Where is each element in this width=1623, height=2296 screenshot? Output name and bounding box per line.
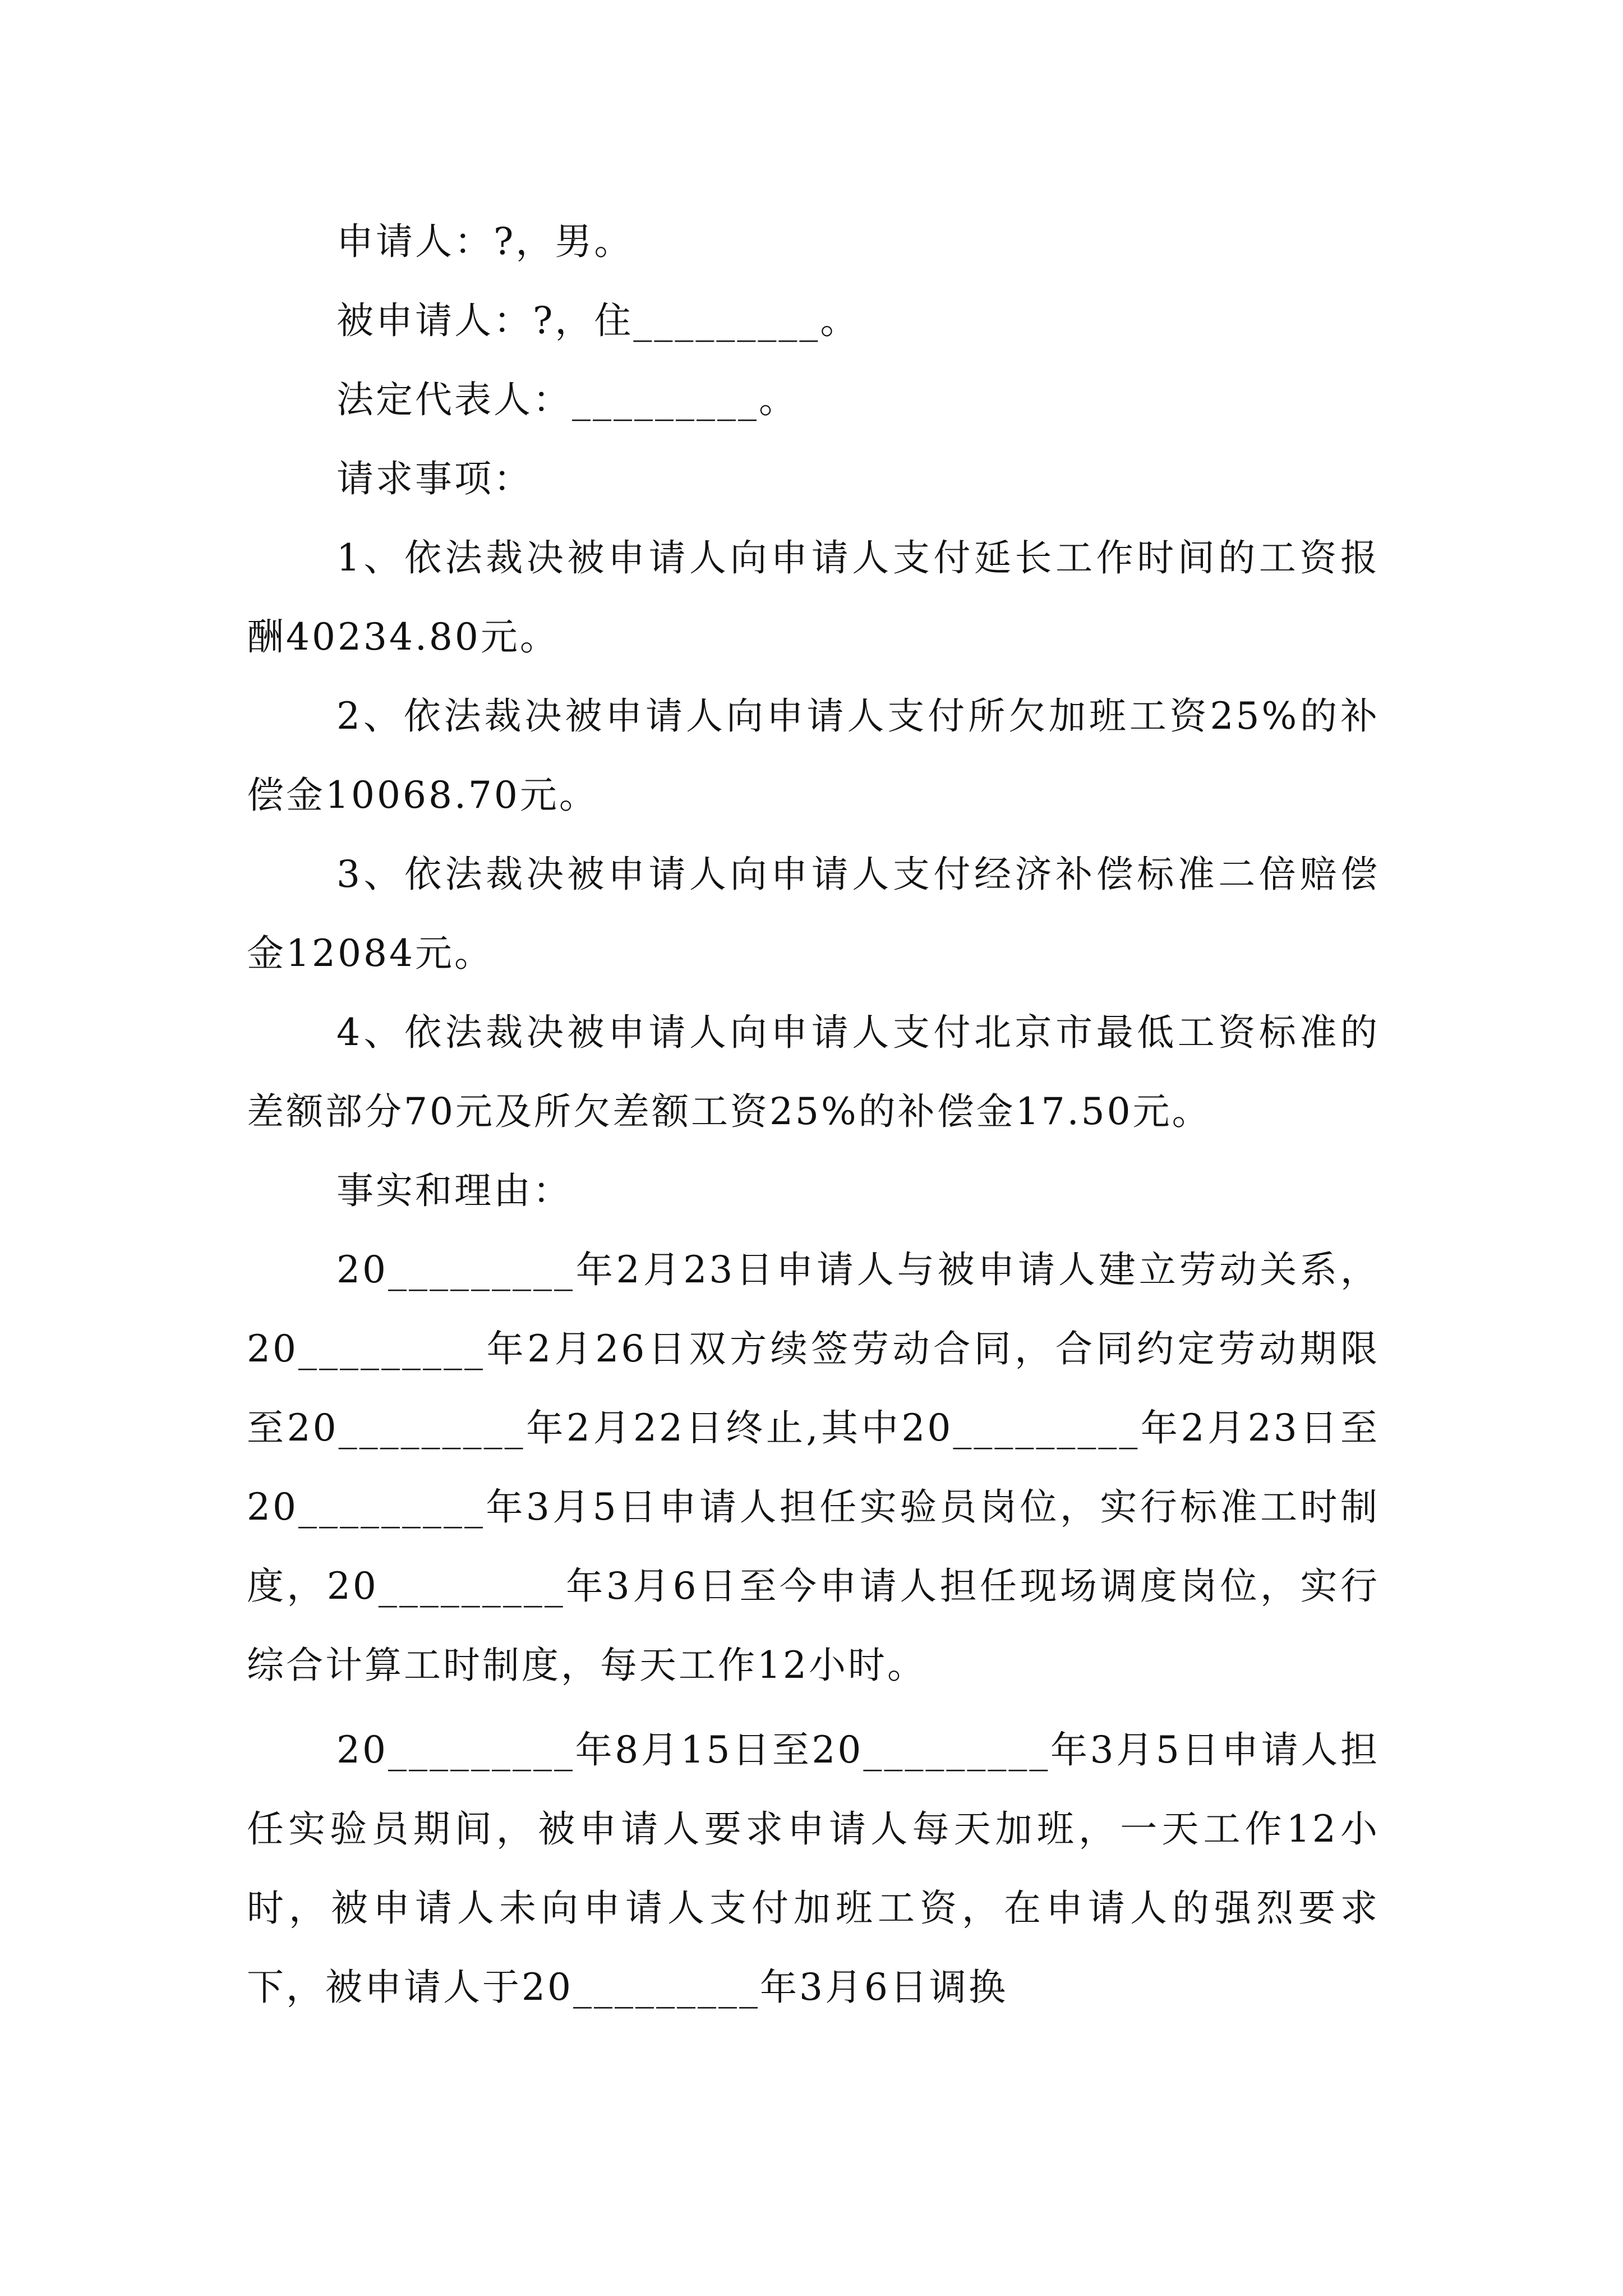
claim-item-4: 4、依法裁决被申请人向申请人支付北京市最低工资标准的差额部分70元及所欠差额工资25%的补偿金17.50元。 (247, 1011, 1380, 1133)
document-body (247, 202, 1380, 2027)
applicant-line: 申请人：?，男。 (336, 220, 634, 263)
claim-item-3: 3、依法裁决被申请人向申请人支付经济补偿标准二倍赔偿金12084元。 (247, 853, 1380, 975)
claims-heading: 请求事项： (336, 457, 533, 500)
legal-representative-line: 法定代表人：_________。 (336, 378, 798, 421)
respondent-line: 被申请人：?，住_________。 (336, 299, 860, 342)
facts-paragraph-2: 20_________年8月15日至20_________年3月5日申请人担任实验员期间，被申请人要求申请人每天加班，一天工作12小时，被申请人未向申请人支付加班工资，在申请人的强烈要求下，被申请人于20_________年3月6日调换 (247, 1728, 1380, 2009)
facts-paragraph-1: 20_________年2月23日申请人与被申请人建立劳动关系，20_________年2月26日双方续签劳动合同，合同约定劳动期限至20_________年2月22日终止,其中20_________年2月23日至20_________年3月5日申请人担任实验员岗位，实行标准工时制度，20_________年3月6日至今申请人担任现场调度岗位，实行综合计算工时制度，每天工作12小时。 (247, 1248, 1380, 1687)
facts-heading: 事实和理由： (336, 1169, 572, 1212)
claim-item-1: 1、依法裁决被申请人向申请人支付延长工作时间的工资报酬40234.80元。 (247, 536, 1380, 659)
claim-item-2: 2、依法裁决被申请人向申请人支付所欠加班工资25%的补偿金10068.70元。 (247, 694, 1380, 817)
